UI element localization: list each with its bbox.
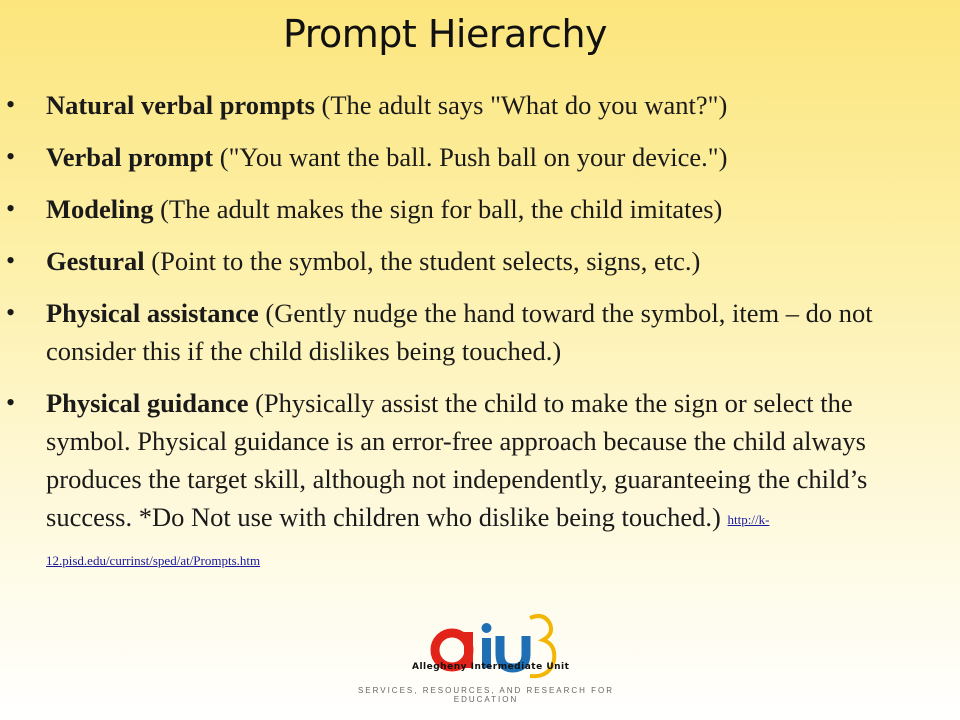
bullet-detail: (Physically assist the child to make the sign or select the symbol. Physical guidance is an error-free approach because the child always produces the target skill, although not independently, guaranteeing the child’s success. *Do Not use with children who dislike being touched.) xyxy=(46,388,868,532)
bullet-list xyxy=(0,86,960,594)
bullet-detail: (The adult makes the sign for ball, the child imitates) xyxy=(153,194,723,224)
bullet-term: Physical assistance xyxy=(46,298,259,328)
bullet-verbal-prompt xyxy=(0,138,960,176)
bullet-dot: • xyxy=(6,194,16,223)
bullet-dot: • xyxy=(6,298,16,327)
source-link[interactable]: http://k-12.pisd.edu/currinst/sped/at/Prompts.htm xyxy=(46,512,770,568)
aiu-logo xyxy=(340,612,630,716)
bullet-term: Natural verbal prompts xyxy=(46,90,315,120)
bullet-detail: (Gently nudge the hand toward the symbol, item – do not consider this if the child dislikes being touched.) xyxy=(46,298,873,366)
logo-name: Allegheny Intermediate Unit xyxy=(412,662,570,672)
bullet-term: Physical guidance xyxy=(46,388,249,418)
bullet-dot: • xyxy=(6,246,16,275)
bullet-physical-assistance xyxy=(0,294,960,370)
bullet-detail: ("You want the ball. Push ball on your device.") xyxy=(213,142,728,172)
bullet-term: Modeling xyxy=(46,194,154,224)
bullet-dot: • xyxy=(6,90,16,119)
slide-title: Prompt Hierarchy xyxy=(282,12,608,56)
logo-tagline: SERVICES, RESOURCES, AND RESEARCH FOR EDUCATION xyxy=(357,686,615,704)
bullet-natural-verbal-prompts xyxy=(0,86,960,124)
bullet-physical-guidance xyxy=(0,384,960,580)
bullet-detail: (The adult says "What do you want?") xyxy=(314,90,728,120)
bullet-term: Gestural xyxy=(46,246,145,276)
bullet-dot: • xyxy=(6,142,16,171)
bullet-gestural xyxy=(0,242,960,280)
bullet-detail: (Point to the symbol, the student selects, signs, etc.) xyxy=(144,246,701,276)
bullet-modeling xyxy=(0,190,960,228)
bullet-term: Verbal prompt xyxy=(46,142,214,172)
bullet-dot: • xyxy=(6,388,16,417)
